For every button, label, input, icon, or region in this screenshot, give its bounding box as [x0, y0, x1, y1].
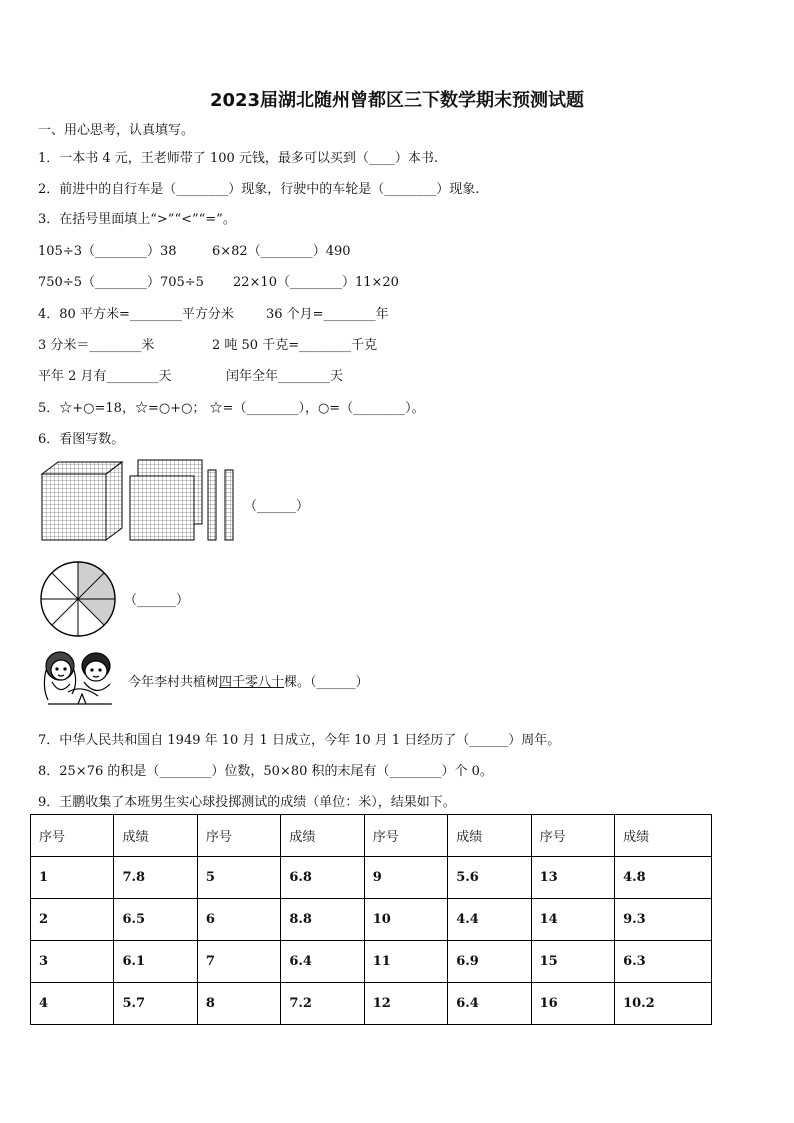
question-1: 1．一本书 4 元，王老师带了 100 元钱，最多可以买到（____）本书. [38, 151, 439, 166]
table-row [31, 899, 712, 941]
table-cell: 4.8 [615, 857, 712, 899]
question-9: 9．王鹏收集了本班男生实心球投掷测试的成绩（单位：米），结果如下。 [38, 795, 456, 810]
table-cell: 9.3 [615, 899, 712, 941]
table-cell: 9 [364, 857, 447, 899]
table-row [31, 857, 712, 899]
children-illustration [38, 648, 122, 710]
ten-rod-icon [208, 470, 216, 540]
table-cell: 2 [31, 899, 114, 941]
q6-answer-1: （______） [244, 499, 310, 514]
table-cell: 6.8 [281, 857, 364, 899]
table-header-cell: 成绩 [114, 815, 197, 857]
q4-item-a: 4．80 平方米=________平方分米 [38, 307, 234, 322]
table-cell: 14 [531, 899, 614, 941]
table-cell: 13 [531, 857, 614, 899]
table-header-cell: 序号 [531, 815, 614, 857]
table-cell: 6.5 [114, 899, 197, 941]
table-header-cell: 成绩 [448, 815, 531, 857]
section-heading: 一、用心思考，认真填写。 [38, 123, 195, 138]
table-cell: 8 [197, 983, 280, 1025]
table-header-cell: 序号 [197, 815, 280, 857]
q3-item-1b: 6×82（________）490 [212, 244, 351, 259]
table-cell: 10.2 [615, 983, 712, 1025]
table-cell: 1 [31, 857, 114, 899]
q6-item-3 [128, 671, 369, 690]
q3-item-1a: 105÷3（________）38 [38, 244, 177, 259]
q6-answer-2: （______） [124, 593, 190, 608]
table-cell: 11 [364, 941, 447, 983]
table-cell: 4 [31, 983, 114, 1025]
thousand-cube-icon [42, 462, 122, 540]
table-cell: 10 [364, 899, 447, 941]
table-header-row [31, 815, 712, 857]
table-header-cell: 序号 [31, 815, 114, 857]
table-cell: 12 [364, 983, 447, 1025]
table-cell: 7.8 [114, 857, 197, 899]
ten-rod-icon [225, 470, 233, 540]
table-cell: 5.6 [448, 857, 531, 899]
scores-table [30, 814, 712, 1025]
question-7: 7．中华人民共和国自 1949 年 10 月 1 日成立，今年 10 月 1 日经历了（______）周年。 [38, 733, 561, 748]
table-cell: 6 [197, 899, 280, 941]
q3-item-2b: 22×10（________）11×20 [233, 275, 399, 290]
table-cell: 8.8 [281, 899, 364, 941]
q4-item-b: 36 个月=________年 [266, 307, 389, 322]
q6-text3-prefix: 今年李村共植树 [128, 675, 220, 690]
q4-item-d: 2 吨 50 千克=________千克 [212, 338, 378, 353]
question-6: 6．看图写数。 [38, 432, 125, 447]
table-cell: 5.7 [114, 983, 197, 1025]
question-3: 3．在括号里面填上“>”“<”“=”。 [38, 212, 236, 227]
table-cell: 3 [31, 941, 114, 983]
table-cell: 15 [531, 941, 614, 983]
question-2: 2．前进中的自行车是（________）现象，行驶中的车轮是（________）现象. [38, 182, 480, 197]
table-row [31, 941, 712, 983]
table-cell: 6.9 [448, 941, 531, 983]
base-ten-blocks-figure [38, 456, 248, 546]
q3-item-2a: 750÷5（________）705÷5 [38, 275, 204, 290]
table-cell: 16 [531, 983, 614, 1025]
table-cell: 7.2 [281, 983, 364, 1025]
table-cell: 4.4 [448, 899, 531, 941]
hundred-flat-icon [130, 476, 194, 540]
question-5: 5．☆+○=18，☆=○+○； ☆=（________），○=（________）。 [38, 401, 425, 416]
table-header-cell: 成绩 [281, 815, 364, 857]
table-header-cell: 成绩 [615, 815, 712, 857]
table-cell: 6.4 [448, 983, 531, 1025]
table-cell: 6.4 [281, 941, 364, 983]
q6-text3-suffix: 棵。（______） [284, 675, 369, 690]
fraction-circle-figure [38, 559, 118, 639]
question-8: 8．25×76 的积是（________）位数，50×80 积的末尾有（________）个 0。 [38, 764, 493, 779]
table-header-cell: 序号 [364, 815, 447, 857]
q4-item-e: 平年 2 月有________天 [38, 369, 172, 384]
page-title: 2023届湖北随州曾都区三下数学期末预测试题 [209, 90, 585, 111]
q6-text3-underlined: 四千零八十 [219, 675, 285, 690]
q4-item-f: 闰年全年________天 [226, 369, 344, 384]
table-cell: 7 [197, 941, 280, 983]
table-row [31, 983, 712, 1025]
q4-item-c: 3 分米＝________米 [38, 338, 155, 353]
table-cell: 5 [197, 857, 280, 899]
table-cell: 6.3 [615, 941, 712, 983]
table-cell: 6.1 [114, 941, 197, 983]
